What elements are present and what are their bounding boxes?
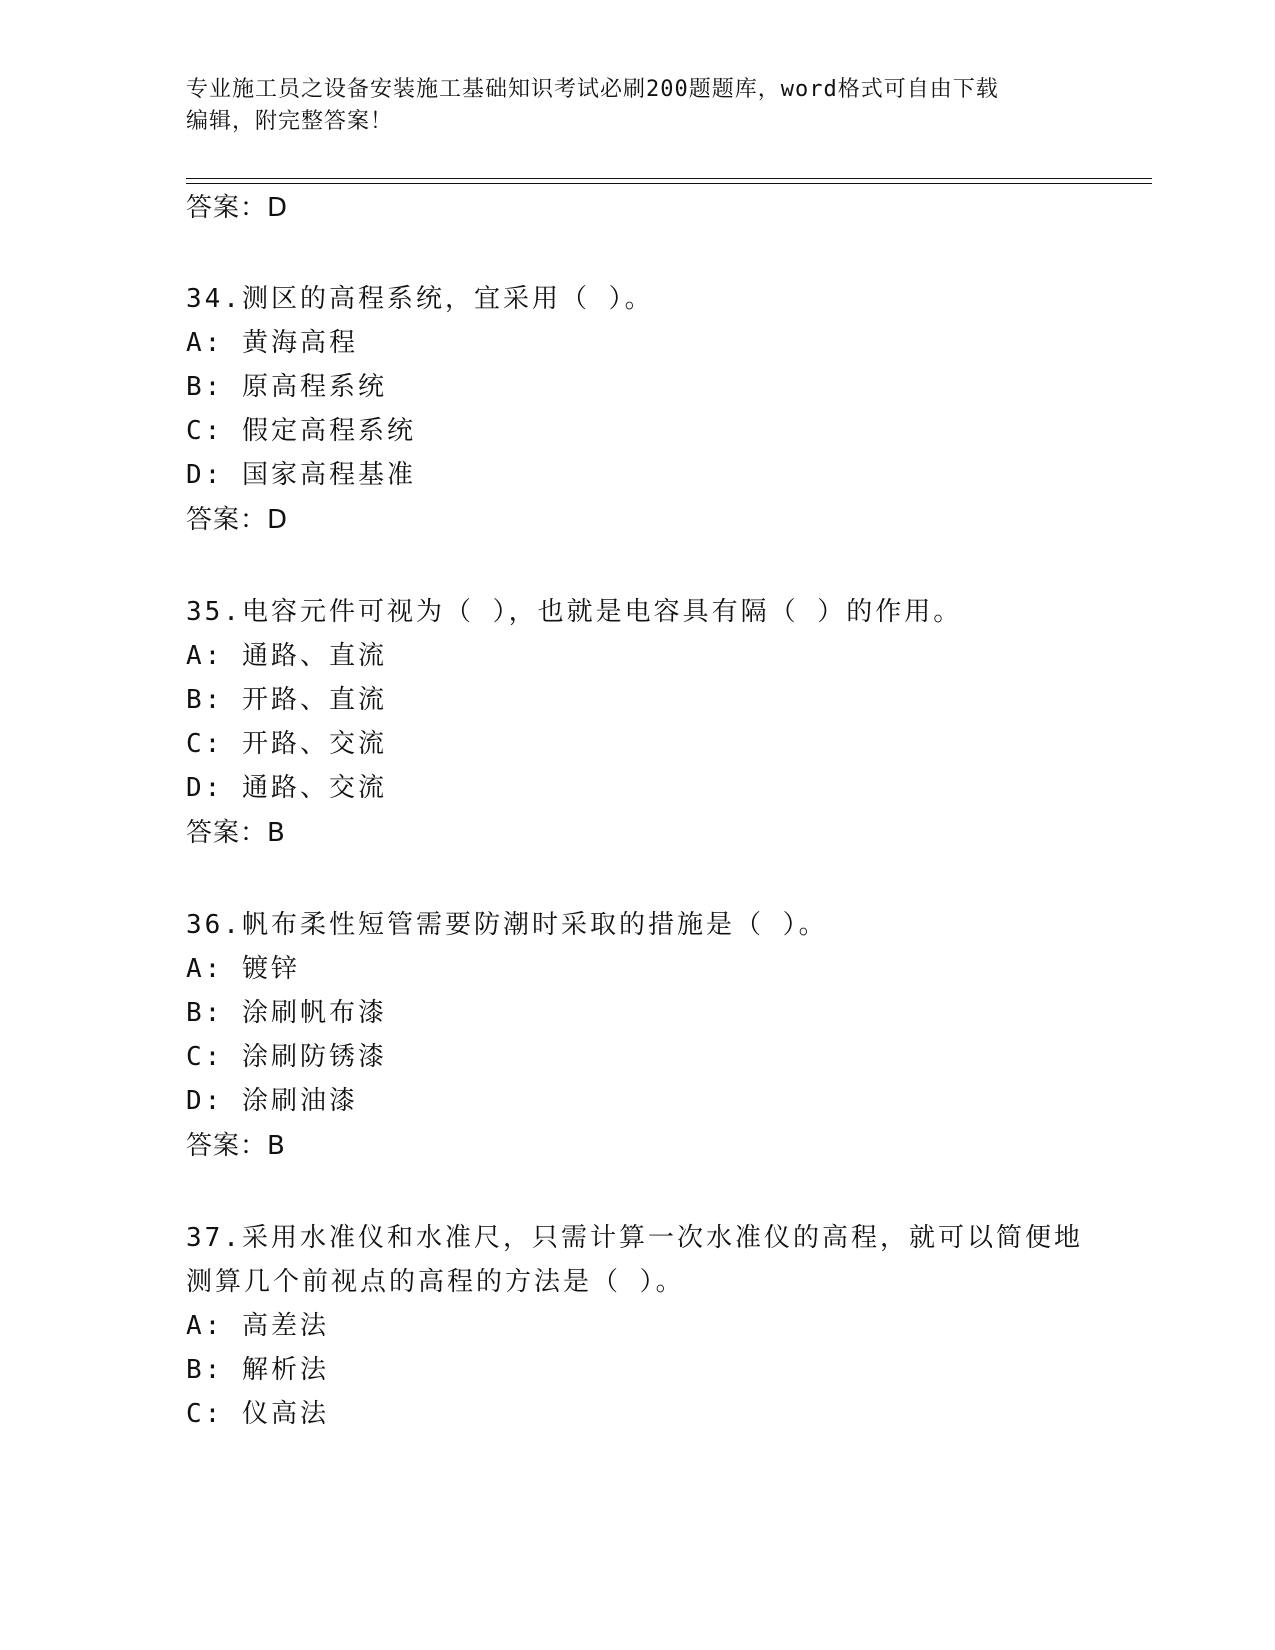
question-35-option-d: D: 通路、交流 xyxy=(186,773,387,803)
question-34-option-d: D: 国家高程基准 xyxy=(186,460,416,490)
header-line-2: 编辑，附完整答案！ xyxy=(186,109,394,134)
question-34-answer: 答案：D xyxy=(186,505,289,535)
question-36-answer: 答案：B xyxy=(186,1131,286,1161)
question-35-answer: 答案：B xyxy=(186,818,286,848)
question-35-option-c: C: 开路、交流 xyxy=(186,729,387,759)
question-35-option-a: A: 通路、直流 xyxy=(186,641,387,671)
document-header xyxy=(186,74,1086,138)
question-37-stem-line-2: 测算几个前视点的高程的方法是（ ）。 xyxy=(186,1267,685,1297)
previous-answer: 答案：D xyxy=(186,193,289,223)
question-36-option-a: A: 镀锌 xyxy=(186,954,300,984)
question-36-stem: 36.帆布柔性短管需要防潮时采取的措施是（ ）。 xyxy=(186,910,828,940)
question-35-option-b: B: 开路、直流 xyxy=(186,685,387,715)
question-34-option-a: A: 黄海高程 xyxy=(186,328,358,358)
header-divider-top xyxy=(186,178,1152,179)
header-divider-bottom xyxy=(186,183,1152,184)
question-37-stem-line-1: 37.采用水准仪和水准尺，只需计算一次水准仪的高程，就可以简便地 xyxy=(186,1223,1083,1253)
question-35-stem: 35.电容元件可视为（ ），也就是电容具有隔（ ）的作用。 xyxy=(186,597,963,627)
question-37-option-b: B: 解析法 xyxy=(186,1355,329,1385)
question-36-option-c: C: 涂刷防锈漆 xyxy=(186,1042,387,1072)
question-34-option-c: C: 假定高程系统 xyxy=(186,416,416,446)
question-34-stem: 34.测区的高程系统，宜采用（ ）。 xyxy=(186,284,654,314)
question-37-option-c: C: 仪高法 xyxy=(186,1399,329,1429)
question-37-option-a: A: 高差法 xyxy=(186,1311,329,1341)
question-36-option-b: B: 涂刷帆布漆 xyxy=(186,998,387,1028)
question-34-option-b: B: 原高程系统 xyxy=(186,372,387,402)
question-36-option-d: D: 涂刷油漆 xyxy=(186,1086,358,1116)
header-line-1: 专业施工员之设备安装施工基础知识考试必刷200题题库，word格式可自由下载 xyxy=(186,77,999,102)
